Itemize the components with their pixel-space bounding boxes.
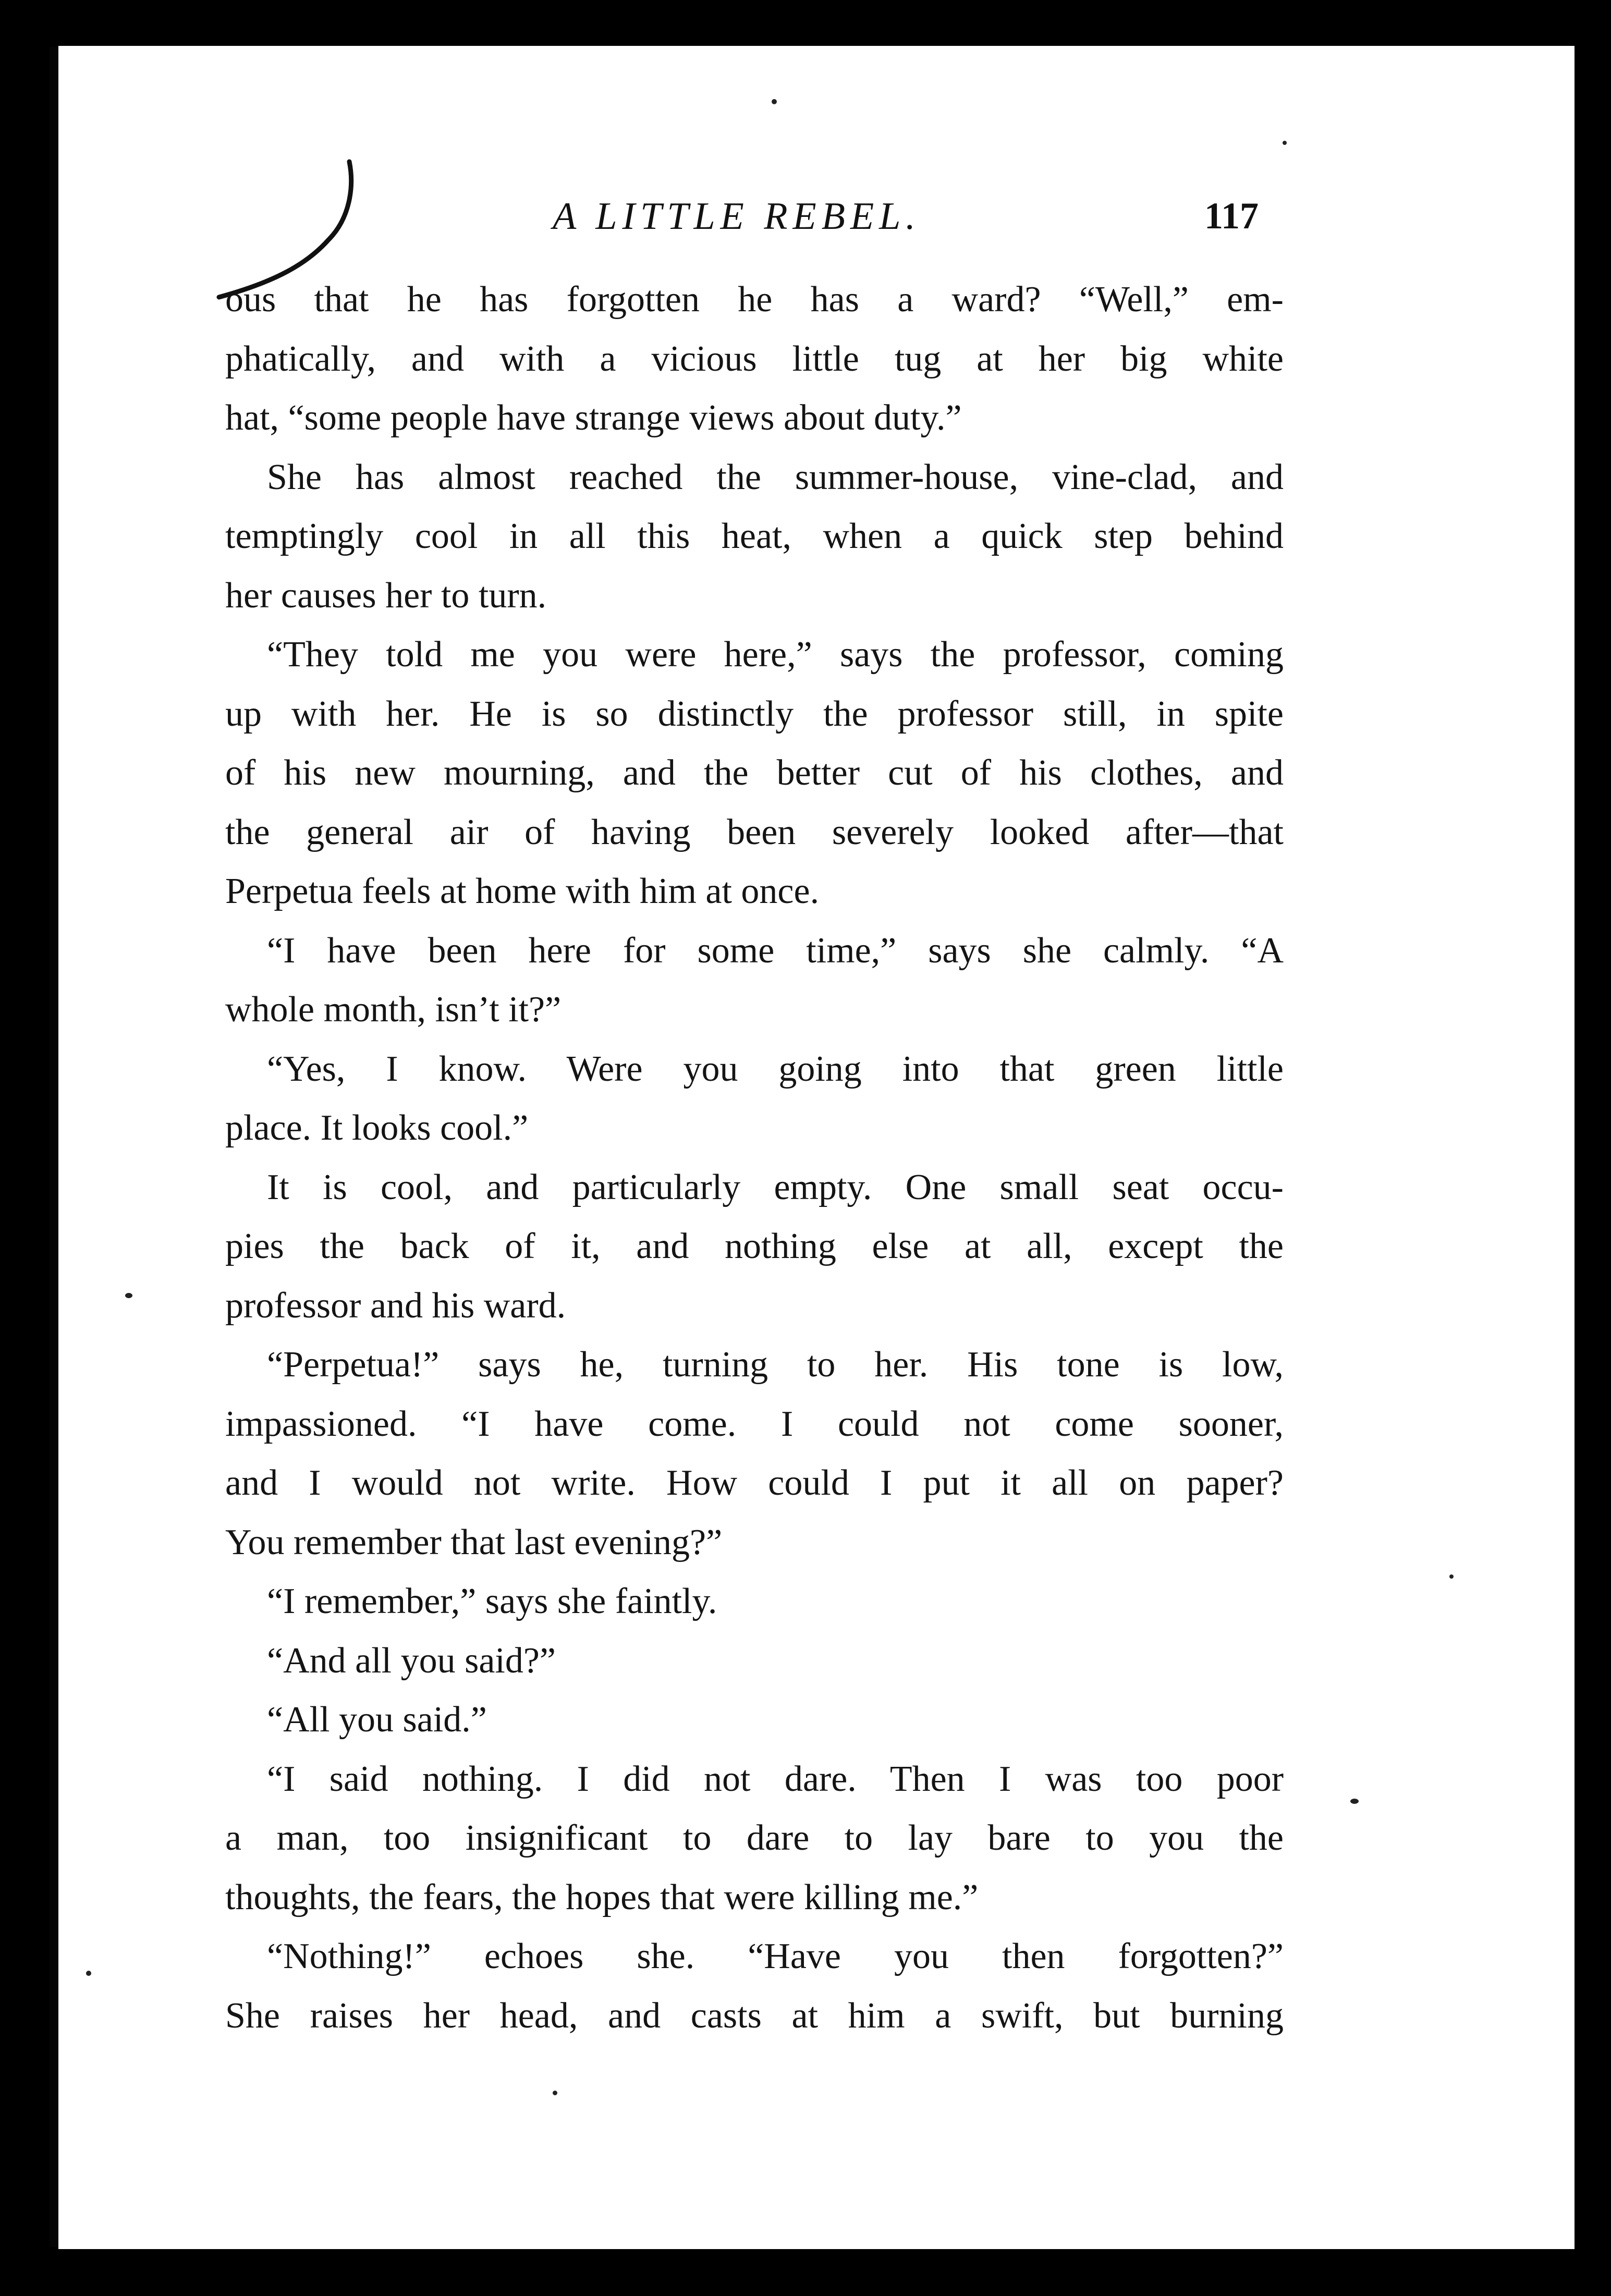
text-line: She raises her head, and casts at him a swift, but burning	[225, 1995, 1284, 2036]
page-number: 117	[1204, 195, 1259, 237]
text-line: her causes her to turn.	[225, 575, 547, 616]
text-line: ous that he has forgotten he has a ward? “Well,” em-	[225, 279, 1284, 320]
text-line: a man, too insignificant to dare to lay bare to you the	[225, 1818, 1284, 1858]
scan-speck	[553, 2091, 557, 2095]
text-line: “All you said.”	[267, 1700, 487, 1740]
text-line: “I said nothing. I did not dare. Then I was too poor	[267, 1758, 1284, 1799]
text-line: professor and his ward.	[225, 1285, 566, 1326]
page-header	[553, 185, 1293, 242]
scan-speck	[86, 1971, 91, 1976]
text-line: It is cool, and particularly empty. One small seat occu-	[267, 1167, 1284, 1207]
text-line: impassioned. “I have come. I could not come sooner,	[225, 1403, 1284, 1444]
running-title: A LITTLE REBEL.	[553, 195, 921, 238]
scan-speck	[772, 99, 777, 104]
text-line: the general air of having been severely looked after—that	[225, 812, 1284, 852]
text-line: Perpetua feels at home with him at once.	[225, 871, 820, 911]
text-line: “Perpetua!” says he, turning to her. His tone is low,	[267, 1345, 1284, 1385]
text-line: She has almost reached the summer-house, vine-clad, and	[267, 457, 1284, 497]
text-line: “Yes, I know. Were you going into that green little	[267, 1048, 1284, 1089]
text-line: “And all you said?”	[267, 1640, 556, 1681]
text-line: “I have been here for some time,” says she calmly. “A	[267, 930, 1284, 971]
scan-speck	[1283, 141, 1287, 145]
text-line: and I would not write. How could I put it all on paper?	[225, 1463, 1284, 1503]
text-line: hat, “some people have strange views about duty.”	[225, 398, 962, 438]
text-line: place. It looks cool.”	[225, 1108, 529, 1148]
text-line: whole month, isn’t it?”	[225, 990, 562, 1030]
scan-speck	[125, 1293, 132, 1298]
body-text	[225, 270, 1284, 2045]
scan-speck	[1449, 1574, 1454, 1579]
scan-speck	[1350, 1799, 1359, 1804]
text-line: “Nothing!” echoes she. “Have you then forgotten?”	[267, 1936, 1284, 1976]
text-line: “I remember,” says she faintly.	[267, 1581, 717, 1621]
text-line: temptingly cool in all this heat, when a quick step behind	[225, 516, 1284, 556]
text-line: pies the back of it, and nothing else at all, except the	[225, 1226, 1284, 1266]
text-line: phatically, and with a vicious little tug at her big white	[225, 338, 1284, 379]
text-line: up with her. He is so distinctly the professor still, in spite	[225, 693, 1284, 734]
text-line: of his new mourning, and the better cut of his clothes, and	[225, 753, 1284, 793]
text-line: “They told me you were here,” says the professor, coming	[267, 634, 1284, 675]
text-line: thoughts, the fears, the hopes that were killing me.”	[225, 1877, 979, 1918]
text-line: You remember that last evening?”	[225, 1522, 723, 1562]
